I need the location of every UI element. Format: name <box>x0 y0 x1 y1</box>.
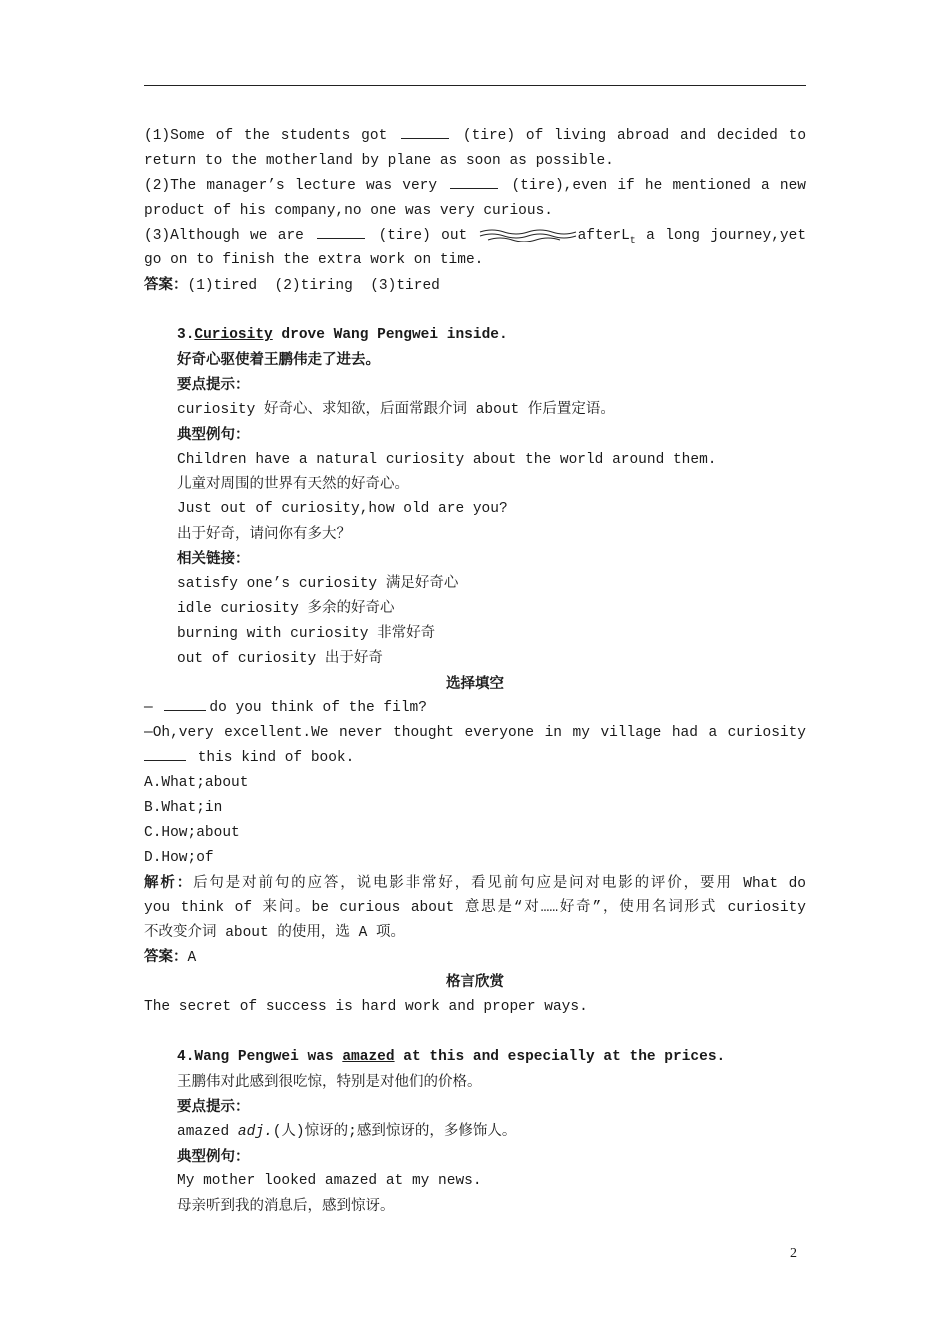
exercise-q2-line2: product of his company,no one was very curious. <box>144 202 553 219</box>
section3-option-d: D.How;of <box>144 849 214 866</box>
exercise-q3-line1: (3)Although we are (tire) out afterL$_t$ a long journey,yet <box>144 224 806 249</box>
blank <box>164 696 206 711</box>
wavy-mark-icon <box>478 228 578 242</box>
section4-examples-label: 典型例句： <box>177 1148 250 1165</box>
header-rule <box>144 85 806 86</box>
section3-link3: burning with curiosity 非常好奇 <box>177 625 436 642</box>
blank <box>317 224 365 239</box>
page-content <box>144 124 806 1219</box>
exercise-q1-line2: return to the motherland by plane as soon as possible. <box>144 152 614 169</box>
section3-analysis-line1: 解析：后句是对前句的应答，说电影非常好，看见前句应是问对电影的评价，要用 What do <box>144 874 806 892</box>
section3-mc-title: 选择填空 <box>446 675 504 692</box>
section3-example1-en: Children have a natural curiosity about the world around them. <box>177 451 717 468</box>
section3-mc-question1: — do you think of the film? <box>144 696 806 721</box>
section3-example1-zh: 儿童对周围的世界有天然的好奇心。 <box>177 476 409 493</box>
exercise-q2-line1: (2)The manager’s lecture was very (tire),even if he mentioned a new <box>144 174 806 199</box>
exercise-q1-line1: (1)Some of the students got (tire) of living abroad and decided to <box>144 124 806 149</box>
section3-examples-label: 典型例句： <box>177 426 250 443</box>
section3-motto: The secret of success is hard work and proper ways. <box>144 999 588 1016</box>
section3-mc-question3: this kind of book. <box>144 746 806 771</box>
blank <box>144 746 186 761</box>
section3-analysis-line3: 不改变介词 about 的使用，选 A 项。 <box>144 924 406 941</box>
section3-tips-text: curiosity 好奇心、求知欲，后面常跟介词 about 作后置定语。 <box>177 401 615 418</box>
section3-tips-label: 要点提示： <box>177 376 250 393</box>
section3-links-label: 相关链接： <box>177 551 250 568</box>
section4-tips-text: amazed adj.(人)惊讶的;感到惊讶的，多修饰人。 <box>177 1123 517 1140</box>
section3-link2: idle curiosity 多余的好奇心 <box>177 600 395 617</box>
section3-option-b: B.What;in <box>144 800 223 817</box>
section3-example2-zh: 出于好奇，请问你有多大？ <box>177 526 351 543</box>
section3-mc-question2: —Oh,very excellent.We never thought everyone in my village had a curiosity <box>144 725 806 742</box>
section3-answer: 答案：A <box>144 949 197 967</box>
section4-translation: 王鹏伟对此感到很吃惊，特别是对他们的价格。 <box>177 1073 482 1090</box>
section3-heading: 3.Curiosity drove Wang Pengwei inside. <box>177 327 508 344</box>
page-number: 2 <box>790 1246 797 1261</box>
section4-example1-zh: 母亲听到我的消息后，感到惊讶。 <box>177 1198 395 1215</box>
section4-heading: 4.Wang Pengwei was amazed at this and especially at the prices. <box>177 1048 726 1065</box>
section4-example1-en: My mother looked amazed at my news. <box>177 1173 482 1190</box>
stray-glyph: $L_t$ <box>621 227 636 247</box>
section3-motto-title: 格言欣赏 <box>446 974 504 991</box>
section3-option-c: C.How;about <box>144 824 240 841</box>
section4-tips-label: 要点提示： <box>177 1098 250 1115</box>
blank <box>450 174 498 189</box>
blank <box>401 124 449 139</box>
section3-example2-en: Just out of curiosity,how old are you? <box>177 501 508 518</box>
section3-translation: 好奇心驱使着王鹏伟走了进去。 <box>177 352 380 369</box>
section3-analysis-line2: you think of 来问。be curious about 意思是“对……好奇”，使用名词形式 curiosity <box>144 899 806 916</box>
exercise-answer: 答案：(1)tired (2)tiring (3)tired <box>144 277 440 295</box>
exercise-q3-line2: go on to finish the extra work on time. <box>144 252 484 269</box>
section3-link4: out of curiosity 出于好奇 <box>177 650 383 667</box>
section3-link1: satisfy one’s curiosity 满足好奇心 <box>177 576 459 593</box>
section3-option-a: A.What;about <box>144 775 249 792</box>
